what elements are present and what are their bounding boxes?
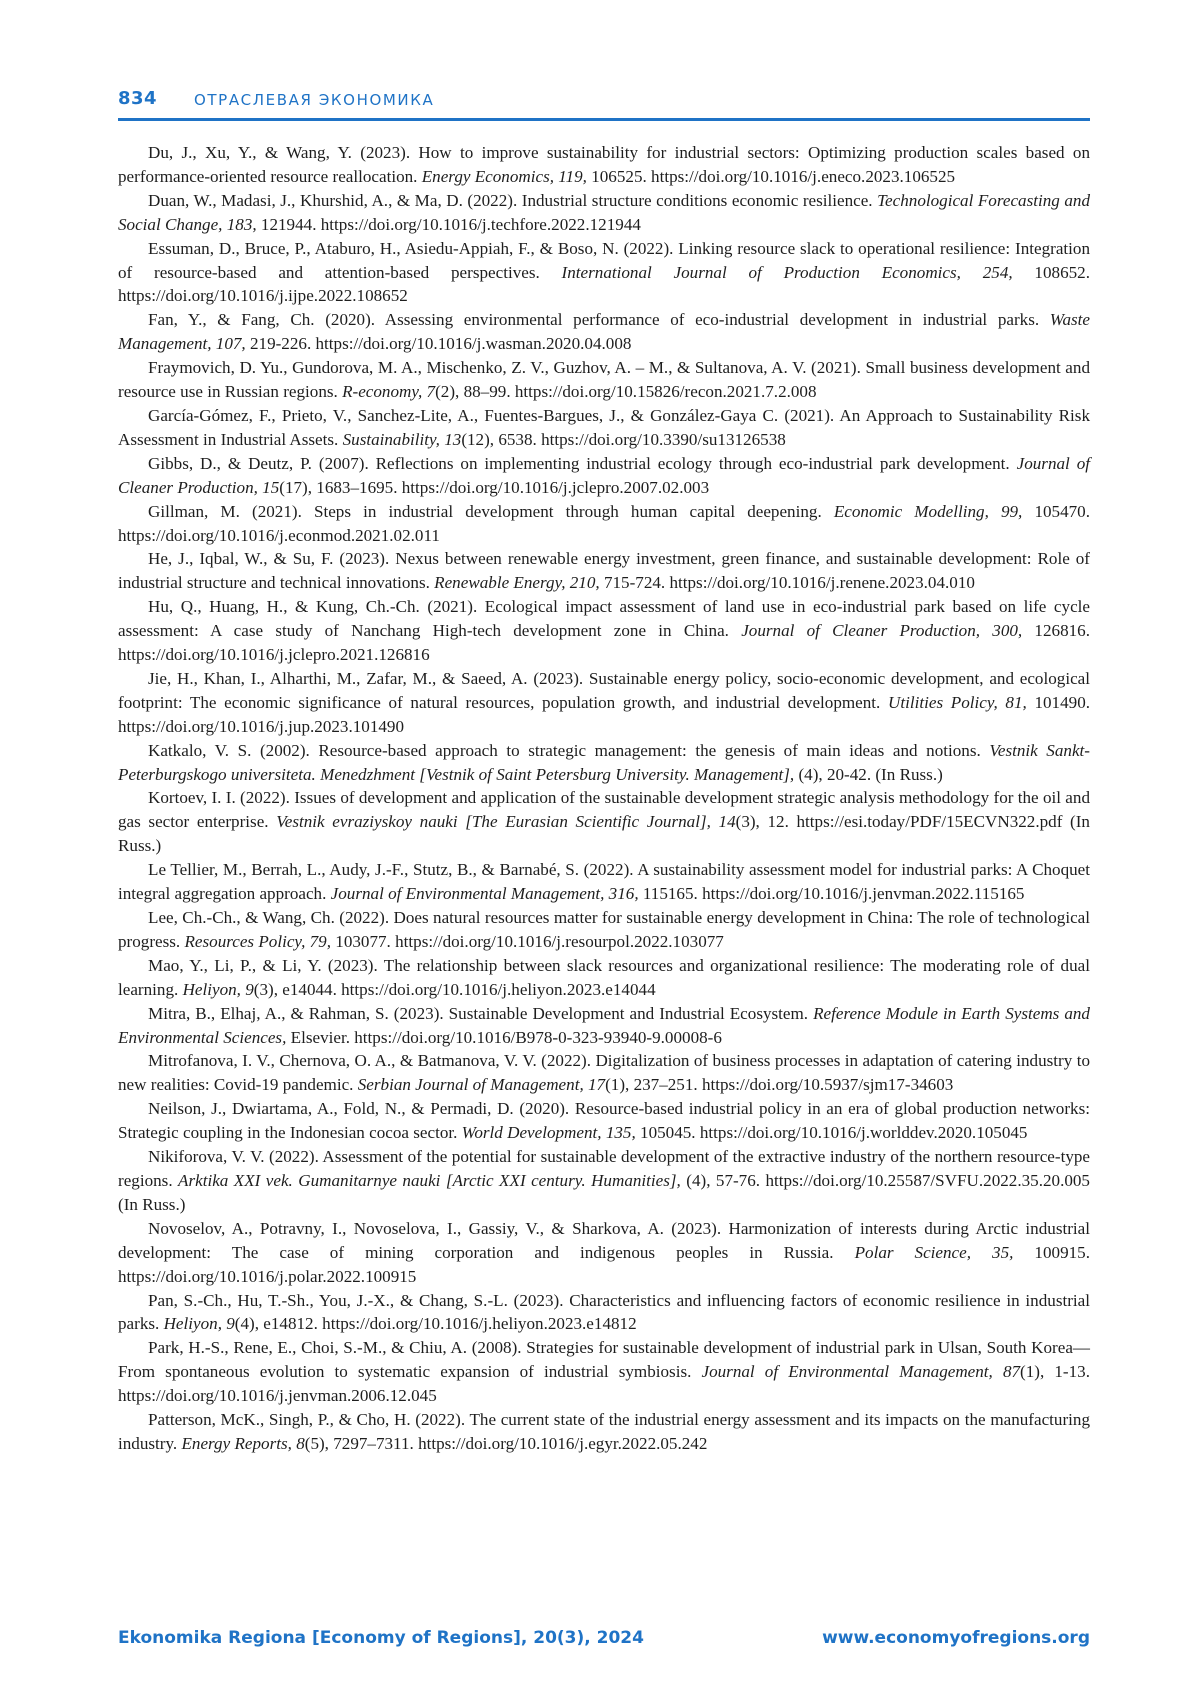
reference-entry xyxy=(118,858,1090,906)
reference-entry xyxy=(118,1097,1090,1145)
reference-text: Hu, Q., Huang, H., & Kung, Ch.-Ch. (2021). Ecological impact assessment of land use in eco-industrial park based on life cycle assessment: A case study of Nanchang High-tech development zone in China. xyxy=(118,597,1090,641)
reference-source: Technological Forecasting and Social Change, 183, xyxy=(118,190,1090,234)
reference-source: Energy Reports, 8 xyxy=(181,1433,305,1453)
reference-entry xyxy=(118,452,1090,500)
reference-details: 106525. https://doi.org/10.1016/j.eneco.2023.106525 xyxy=(586,166,956,186)
reference-details: (4), 20-42. (In Russ.) xyxy=(794,764,943,784)
reference-text: Le Tellier, M., Berrah, L., Audy, J.-F., Stutz, B., & Barnabé, S. (2022). A sustainability assessment model for industrial parks: A Choquet integral aggregation approach. xyxy=(118,860,1090,904)
reference-entry xyxy=(118,906,1090,954)
reference-source: R-economy, 7 xyxy=(342,382,436,402)
reference-entry xyxy=(118,667,1090,739)
reference-source: Journal of Environmental Management, 316, xyxy=(330,884,639,904)
journal-citation: Ekonomika Regiona [Economy of Regions], 20(3), 2024 xyxy=(118,1628,644,1648)
reference-text: Katkalo, V. S. (2002). Resource-based approach to strategic management: the genesis of main ideas and notions. xyxy=(148,740,990,760)
reference-source: Journal of Cleaner Production, 300, xyxy=(741,621,1023,641)
reference-details: (5), 7297–7311. https://doi.org/10.1016/j.egyr.2022.05.242 xyxy=(304,1433,708,1453)
reference-details: 126816. https://doi.org/10.1016/j.jclepro.2021.126816 xyxy=(118,621,1090,665)
reference-details: Elsevier. https://doi.org/10.1016/B978-0-323-93940-9.00008-6 xyxy=(286,1027,722,1047)
reference-text: Gibbs, D., & Deutz, P. (2007). Reflections on implementing industrial ecology through eco-industrial park development. xyxy=(148,453,1017,473)
reference-text: Essuman, D., Bruce, P., Ataburo, H., Asiedu-Appiah, F., & Boso, N. (2022). Linking resource slack to operational resilience: Integration of resource-based and attention-based perspectives. xyxy=(118,238,1090,282)
reference-details: (1), 1-13. https://doi.org/10.1016/j.jenvman.2006.12.045 xyxy=(118,1362,1090,1406)
reference-details: (4), e14812. https://doi.org/10.1016/j.heliyon.2023.e14812 xyxy=(234,1314,637,1334)
reference-text: Du, J., Xu, Y., & Wang, Y. (2023). How to improve sustainability for industrial sectors: Optimizing production scales based on performance-oriented resource reallocation. xyxy=(118,143,1090,186)
reference-details: (2), 88–99. https://doi.org/10.15826/recon.2021.7.2.008 xyxy=(435,382,817,402)
reference-source: Polar Science, 35, xyxy=(854,1242,1014,1262)
reference-details: 121944. https://doi.org/10.1016/j.techfore.2022.121944 xyxy=(256,214,641,234)
reference-entry xyxy=(118,786,1090,858)
reference-entry xyxy=(118,189,1090,237)
reference-text: Patterson, McK., Singh, P., & Cho, H. (2022). The current state of the industrial energy assessment and its impacts on the manufacturing industry. xyxy=(118,1410,1090,1453)
reference-list xyxy=(118,141,1090,1456)
reference-text: Mitra, B., Elhaj, A., & Rahman, S. (2023). Sustainable Development and Industrial Ecosystem. xyxy=(148,1003,814,1023)
reference-text: Nikiforova, V. V. (2022). Assessment of the potential for sustainable development of the extractive industry of the northern resource-type regions. xyxy=(118,1147,1090,1190)
reference-source: Journal of Cleaner Production, 15 xyxy=(118,453,1091,497)
page-header xyxy=(118,84,1090,120)
reference-entry xyxy=(118,1002,1090,1050)
reference-details: 101490. https://doi.org/10.1016/j.jup.2023.101490 xyxy=(118,692,1091,736)
reference-source: Vestnik evraziyskoy nauki [The Eurasian Scientific Journal], 14 xyxy=(276,812,736,832)
reference-text: Pan, S.-Ch., Hu, T.-Sh., You, J.-X., & Chang, S.-L. (2023). Characteristics and influencing factors of economic resilience in industrial parks. xyxy=(118,1290,1090,1334)
page-number: 834 xyxy=(118,88,158,109)
reference-details: 715-724. https://doi.org/10.1016/j.renene.2023.04.010 xyxy=(599,573,975,593)
reference-entry xyxy=(118,739,1090,787)
reference-entry xyxy=(118,1289,1090,1337)
reference-entry xyxy=(118,308,1090,356)
reference-entry xyxy=(118,1336,1090,1408)
reference-entry xyxy=(118,954,1090,1002)
reference-source: Utilities Policy, 81, xyxy=(888,692,1027,712)
reference-entry xyxy=(118,141,1090,189)
reference-source: Serbian Journal of Management, 17 xyxy=(357,1075,606,1095)
reference-source: Waste Management, 107, xyxy=(118,310,1090,354)
reference-text: Jie, H., Khan, I., Alharthi, M., Zafar, M., & Saeed, A. (2023). Sustainable energy policy, socio-economic development, and ecological footprint: The economic significance of natural resources, population growth, and industrial development. xyxy=(118,668,1090,712)
reference-entry xyxy=(118,547,1090,595)
reference-source: Heliyon, 9 xyxy=(182,979,254,999)
reference-source: Heliyon, 9 xyxy=(163,1314,235,1334)
reference-source: Energy Economics, 119, xyxy=(421,166,587,186)
reference-source: World Development, 135, xyxy=(461,1123,636,1143)
reference-entry xyxy=(118,500,1090,548)
reference-text: Duan, W., Madasi, J., Khurshid, A., & Ma, D. (2022). Industrial structure conditions economic resilience. xyxy=(148,190,878,210)
reference-details: (17), 1683–1695. https://doi.org/10.1016/j.jclepro.2007.02.003 xyxy=(279,477,710,497)
reference-text: Neilson, J., Dwiartama, A., Fold, N., & Permadi, D. (2020). Resource-based industrial policy in an era of global production networks: Strategic coupling in the Indonesian cocoa sector. xyxy=(118,1099,1090,1143)
reference-text: Novoselov, A., Potravny, I., Novoselova, I., Gassiy, V., & Sharkova, A. (2023). Harmonization of interests during Arctic industrial development: The case of mining corporation and indigenous peoples in Russia. xyxy=(118,1218,1090,1262)
reference-details: (4), 57-76. https://doi.org/10.25587/SVFU.2022.35.20.005 (In Russ.) xyxy=(118,1170,1090,1214)
header-divider xyxy=(118,118,1090,121)
reference-details: 105045. https://doi.org/10.1016/j.worlddev.2020.105045 xyxy=(635,1123,1028,1143)
reference-details: 100915. https://doi.org/10.1016/j.polar.2022.100915 xyxy=(118,1242,1090,1286)
reference-entry xyxy=(118,1217,1090,1289)
reference-entry xyxy=(118,1145,1090,1217)
reference-text: Kortoev, I. I. (2022). Issues of development and application of the sustainable development strategic analysis methodology for the oil and gas sector enterprise. xyxy=(118,788,1090,832)
reference-details: 105470. https://doi.org/10.1016/j.econmod.2021.02.011 xyxy=(118,501,1090,545)
reference-text: Lee, Ch.-Ch., & Wang, Ch. (2022). Does natural resources matter for sustainable energy development in China: The role of technological progress. xyxy=(118,908,1090,951)
reference-text: He, J., Iqbal, W., & Su, F. (2023). Nexus between renewable energy investment, green finance, and sustainable development: Role of industrial structure and technical innovations. xyxy=(118,549,1090,593)
reference-source: Vestnik Sankt-Peterburgskogo universiteta. Menedzhment [Vestnik of Saint Petersburg University. Management], xyxy=(118,740,1090,784)
reference-text: Gillman, M. (2021). Steps in industrial development through human capital deepening. xyxy=(148,501,834,521)
reference-source: Sustainability, 13 xyxy=(342,429,462,449)
reference-details: (3), 12. https://esi.today/PDF/15ECVN322.pdf (In Russ.) xyxy=(118,812,1090,856)
reference-entry xyxy=(118,1049,1090,1097)
reference-details: 108652. https://doi.org/10.1016/j.ijpe.2022.108652 xyxy=(118,262,1090,306)
reference-text: Mao, Y., Li, P., & Li, Y. (2023). The relationship between slack resources and organizational resilience: The moderating role of dual learning. xyxy=(118,955,1090,999)
reference-text: García-Gómez, F., Prieto, V., Sanchez-Lite, A., Fuentes-Bargues, J., & González-Gaya C. (2021). An Approach to Sustainability Risk Assessment in Industrial Assets. xyxy=(118,405,1090,449)
journal-website-link[interactable]: www.economyofregions.org xyxy=(822,1628,1090,1648)
reference-source: Renewable Energy, 210, xyxy=(434,573,600,593)
reference-entry xyxy=(118,1408,1090,1456)
reference-text: Park, H.-S., Rene, E., Choi, S.-M., & Chiu, A. (2008). Strategies for sustainable development of industrial park in Ulsan, South Korea—From spontaneous evolution to systematic expansion of industrial symbiosis. xyxy=(118,1338,1090,1382)
reference-details: (1), 237–251. https://doi.org/10.5937/sjm17-34603 xyxy=(605,1075,954,1095)
reference-entry xyxy=(118,237,1090,309)
reference-text: Fraymovich, D. Yu., Gundorova, M. A., Mischenko, Z. V., Guzhov, A. – M., & Sultanova, A. V. (2021). Small business development and resource use in Russian regions. xyxy=(118,358,1090,402)
reference-source: Economic Modelling, 99, xyxy=(833,501,1023,521)
reference-details: 103077. https://doi.org/10.1016/j.resourpol.2022.103077 xyxy=(331,931,724,951)
reference-text: Mitrofanova, I. V., Chernova, O. A., & Batmanova, V. V. (2022). Digitalization of business processes in adaptation of catering industry to new realities: Covid-19 pandemic. xyxy=(118,1051,1090,1095)
reference-details: 219-226. https://doi.org/10.1016/j.wasman.2020.04.008 xyxy=(245,334,632,354)
reference-entry xyxy=(118,595,1090,667)
reference-text: Fan, Y., & Fang, Ch. (2020). Assessing environmental performance of eco-industrial development in industrial parks. xyxy=(148,310,1050,330)
reference-source: Reference Module in Earth Systems and Environmental Sciences, xyxy=(118,1003,1090,1047)
reference-details: 115165. https://doi.org/10.1016/j.jenvman.2022.115165 xyxy=(638,884,1025,904)
reference-entry xyxy=(118,356,1090,404)
reference-source: Journal of Environmental Management, 87 xyxy=(701,1362,1021,1382)
section-title: ОТРАСЛЕВАЯ ЭКОНОМИКА xyxy=(194,91,435,109)
reference-source: Resources Policy, 79, xyxy=(184,931,331,951)
reference-details: (3), e14044. https://doi.org/10.1016/j.heliyon.2023.e14044 xyxy=(253,979,656,999)
reference-entry xyxy=(118,404,1090,452)
reference-details: (12), 6538. https://doi.org/10.3390/su13126538 xyxy=(461,429,786,449)
reference-source: Arktika XXI vek. Gumanitarnye nauki [Arctic XXI century. Humanities], xyxy=(178,1170,681,1190)
reference-source: International Journal of Production Economics, 254, xyxy=(561,262,1013,282)
